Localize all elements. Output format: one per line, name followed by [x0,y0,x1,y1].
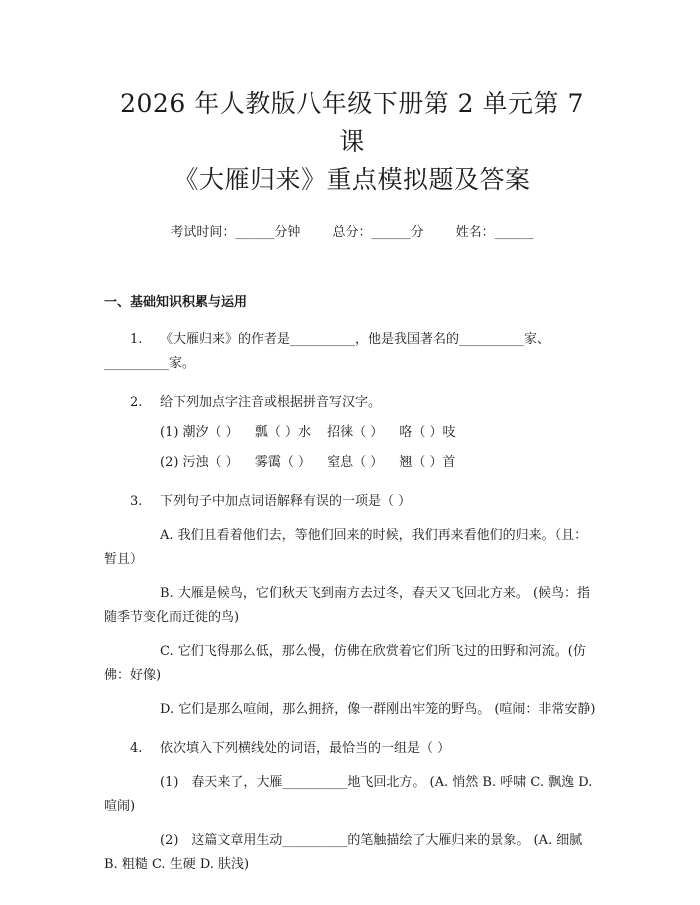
fill-item-2: (2) 这篇文章用生动__________的笔触描绘了大雁归来的景象。 (A. 细腻 B. 粗糙 C. 生硬 D. 肤浅) [104,833,583,872]
question-1 [104,328,600,376]
question-4 [104,737,600,761]
option-a: A. 我们且看着他们去，等他们回来的时候，我们再来看他们的归来。（且：暂且） [104,528,588,567]
question-text: 依次填入下列横线处的词语，最恰当的一组是（ ） [160,741,451,756]
question-2-row-2 [104,451,600,475]
exam-time: 考试时间：______分钟 [170,225,301,240]
pinyin-item: (2) 污浊（ ） [160,455,239,470]
option-d: D. 它们是那么喧闹，那么拥挤，像一群刚出牢笼的野鸟。 (喧闹：非常安静) [160,702,596,717]
pinyin-item: (1) 潮汐（ ） [160,425,239,440]
question-number: 1. [130,332,143,347]
pinyin-item: 翘（ ）首 [399,455,456,470]
question-number: 2. [130,395,143,410]
question-text: 《大雁归来》的作者是__________，他是我国著名的__________家、__________家。 [104,332,551,371]
option-b: B. 大雁是候鸟，它们秋天飞到南方去过冬，春天又飞回北方来。 (候鸟：指随季节变化而迁徙的鸟) [104,586,591,625]
exam-score: 总分：______分 [332,225,424,240]
section-heading: 一、基础知识积累与运用 [104,295,248,310]
pinyin-item: 窒息（ ） [327,455,384,470]
title-line-1: 2026 年人教版八年级下册第 2 单元第 7 课 [120,89,584,156]
pinyin-item: 瓢（ ）水 [254,425,311,440]
question-text: 给下列加点字注音或根据拼音写汉字。 [160,395,382,410]
question-text: 下列句子中加点词语解释有误的一项是（ ） [160,494,412,509]
document-title [104,0,600,199]
question-2-row-1 [104,421,600,445]
pinyin-item: 招徕（ ） [327,425,384,440]
title-line-2: 《大雁归来》重点模拟题及答案 [173,165,531,194]
pinyin-item: 雾霭（ ） [254,455,311,470]
student-name: 姓名：______ [455,225,534,240]
option-c: C. 它们飞得那么低，那么慢，仿佛在欣赏着它们所飞过的田野和河流。(仿佛：好像) [104,644,586,683]
question-number: 3. [130,494,143,509]
pinyin-item: 咯（ ）吱 [399,425,456,440]
fill-item-1: (1) 春天来了，大雁__________地飞回北方。 (A. 悄然 B. 呼啸 C. 飘逸 D. 喧闹) [104,775,593,814]
question-number: 4. [130,741,143,756]
exam-info [104,223,600,243]
question-3 [104,490,600,514]
question-2 [104,391,600,415]
